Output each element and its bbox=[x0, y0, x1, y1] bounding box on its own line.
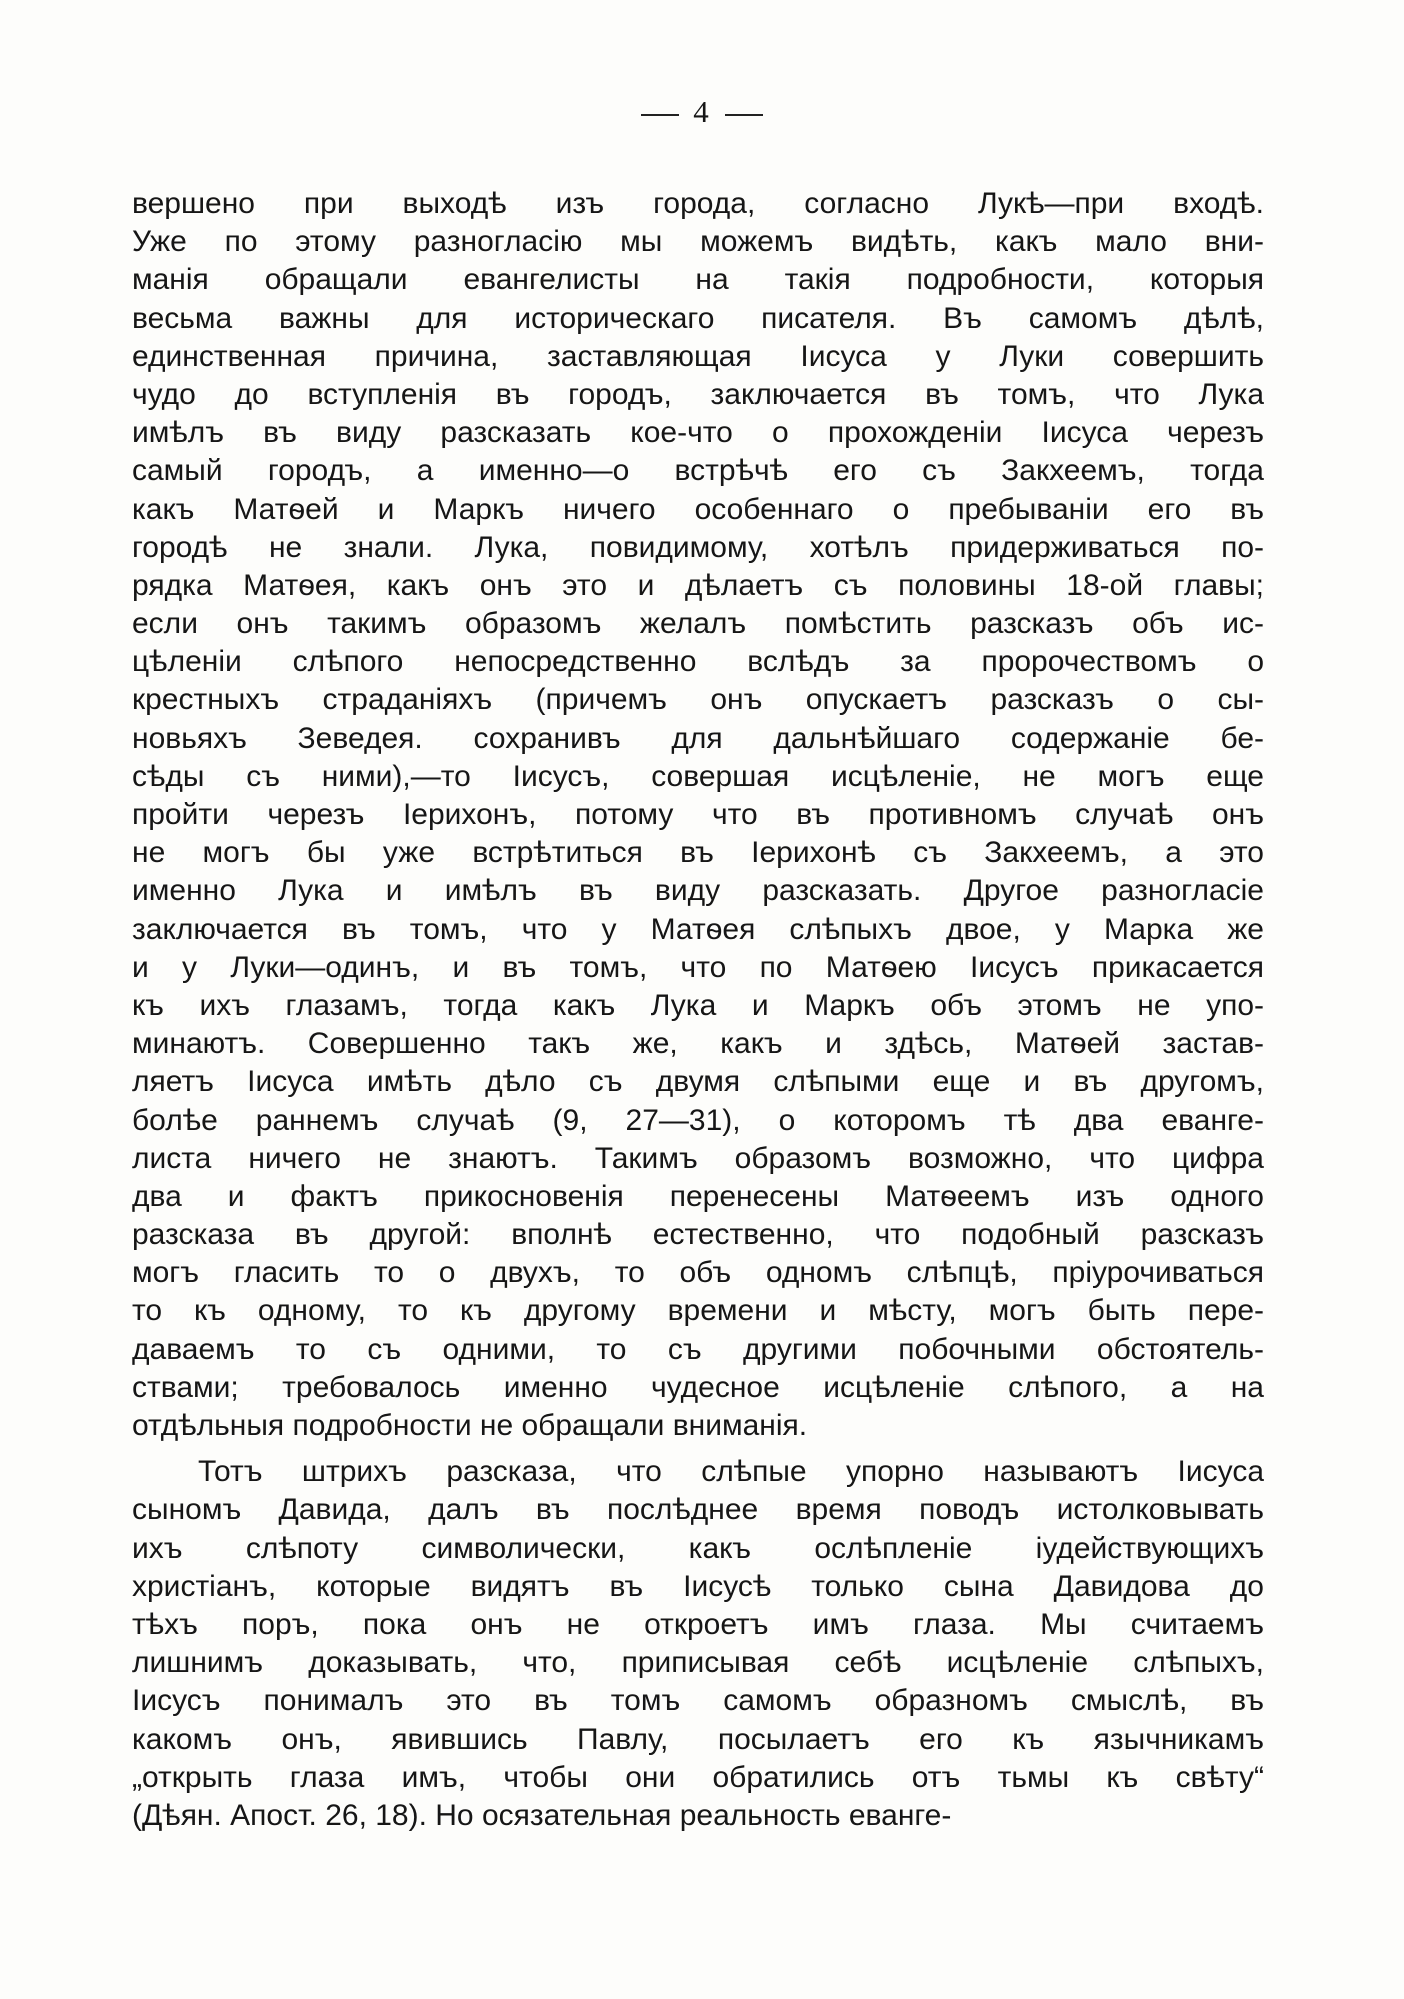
text-line: ляетъ Іисуса имѣть дѣло съ двумя слѣпыми еще и въ другомъ, bbox=[132, 1065, 1264, 1099]
page-header bbox=[0, 92, 1404, 132]
text-line: болѣе раннемъ случаѣ (9, 27—31), о которомъ тѣ два еванге- bbox=[132, 1103, 1264, 1137]
text-line: (Дѣян. Апост. 26, 18). Но осязательная реальность еванге- bbox=[132, 1798, 952, 1832]
text-line: сыномъ Давида, далъ въ послѣднее время поводъ истолковывать bbox=[132, 1493, 1264, 1527]
text-line: даваемъ то съ одними, то съ другими побочными обстоятель- bbox=[132, 1332, 1264, 1366]
text-line: единственная причина, заставляющая Іисуса у Луки совершить bbox=[132, 339, 1264, 373]
text-line: весьма важны для историческаго писателя. Въ самомъ дѣлѣ, bbox=[132, 301, 1264, 335]
text-line: какомъ онъ, явившись Павлу, посылаетъ его къ язычникамъ bbox=[132, 1722, 1264, 1756]
text-line: заключается въ томъ, что у Матѳея слѣпыхъ двое, у Марка же bbox=[132, 912, 1264, 946]
text-line: „открыть глаза имъ, чтобы они обратились отъ тьмы къ свѣту“ bbox=[132, 1760, 1264, 1794]
header-dash-left bbox=[641, 114, 679, 116]
text-line: къ ихъ глазамъ, тогда какъ Лука и Маркъ объ этомъ не упо- bbox=[132, 988, 1264, 1022]
text-line: имѣлъ въ виду разсказать кое-что о прохожденіи Іисуса черезъ bbox=[132, 416, 1264, 450]
text-line: новьяхъ Зеведея. сохранивъ для дальнѣйшаго содержаніе бе- bbox=[132, 721, 1264, 755]
text-line: ствами; требовалось именно чудесное исцѣленіе слѣпого, а на bbox=[132, 1370, 1264, 1404]
text-line: крестныхъ страданіяхъ (причемъ онъ опускаетъ разсказъ о сы- bbox=[132, 683, 1264, 717]
text-line: чудо до вступленія въ городъ, заключается въ томъ, что Лука bbox=[132, 377, 1264, 411]
text-line: листа ничего не знаютъ. Такимъ образомъ возможно, что цифра bbox=[132, 1141, 1264, 1175]
page-number: 4 bbox=[693, 94, 711, 129]
text-line: лишнимъ доказывать, что, приписывая себѣ исцѣленіе слѣпыхъ, bbox=[132, 1646, 1264, 1680]
text-line: два и фактъ прикосновенія перенесены Матѳеемъ изъ одного bbox=[132, 1179, 1264, 1213]
text-line: не могъ бы уже встрѣтиться въ Іерихонѣ съ Закхеемъ, а это bbox=[132, 836, 1264, 870]
text-line: могъ гласить то о двухъ, то объ одномъ слѣпцѣ, пріурочиваться bbox=[132, 1256, 1264, 1290]
text-line: пройти черезъ Іерихонъ, потому что въ противномъ случаѣ онъ bbox=[132, 798, 1264, 831]
text-line: цѣленіи слѣпого непосредственно вслѣдъ за пророчествомъ о bbox=[132, 645, 1264, 679]
text-line: отдѣльныя подробности не обращали вниманія. bbox=[132, 1409, 808, 1442]
text-line: минаютъ. Совершенно такъ же, какъ и здѣсь, Матѳей застав- bbox=[132, 1027, 1264, 1061]
paragraph bbox=[132, 1453, 1264, 1835]
text-line: сѣды съ ними),—то Іисусъ, совершая исцѣленіе, не могъ еще bbox=[132, 759, 1264, 793]
text-line: именно Лука и имѣлъ въ виду разсказать. Другое разногласіе bbox=[132, 874, 1264, 908]
text-body bbox=[132, 185, 1264, 1835]
text-line: какъ Матѳей и Маркъ ничего особеннаго о пребываніи его въ bbox=[132, 492, 1264, 526]
text-line: вершено при выходѣ изъ города, согласно Лукѣ—при входѣ. bbox=[132, 187, 1264, 220]
text-line: рядка Матѳея, какъ онъ это и дѣлаетъ съ половины 18-ой главы; bbox=[132, 568, 1264, 602]
text-line: манія обращали евангелисты на такія подробности, которыя bbox=[132, 263, 1264, 297]
text-line: христіанъ, которые видятъ въ Іисусѣ только сына Давидова до bbox=[132, 1569, 1264, 1603]
text-line: разсказа въ другой: вполнѣ естественно, что подобный разсказъ bbox=[132, 1218, 1264, 1252]
text-line: городѣ не знали. Лука, повидимому, хотѣлъ придерживаться по- bbox=[132, 530, 1264, 564]
paragraph bbox=[132, 185, 1264, 1445]
text-line: то къ одному, то къ другому времени и мѣсту, могъ быть пере- bbox=[132, 1294, 1264, 1328]
text-line: ихъ слѣпоту символически, какъ ослѣпленіе іудействующихъ bbox=[132, 1531, 1264, 1565]
header-dash-right bbox=[725, 114, 763, 116]
text-line: если онъ такимъ образомъ желалъ помѣстить разсказъ объ ис- bbox=[132, 607, 1264, 641]
text-line: Іисусъ понималъ это въ томъ самомъ образномъ смыслѣ, въ bbox=[132, 1684, 1264, 1718]
text-line: Тотъ штрихъ разсказа, что слѣпые упорно называютъ Іисуса bbox=[198, 1455, 1264, 1489]
text-line: и у Луки—одинъ, и въ томъ, что по Матѳею Іисусъ прикасается bbox=[132, 950, 1264, 984]
text-line: Уже по этому разногласію мы можемъ видѣть, какъ мало вни- bbox=[132, 225, 1264, 259]
text-line: тѣхъ поръ, пока онъ не откроетъ имъ глаза. Мы считаемъ bbox=[132, 1607, 1264, 1641]
paragraph-gap bbox=[132, 1445, 1264, 1453]
text-line: самый городъ, а именно—о встрѣчѣ его съ Закхеемъ, тогда bbox=[132, 454, 1264, 488]
